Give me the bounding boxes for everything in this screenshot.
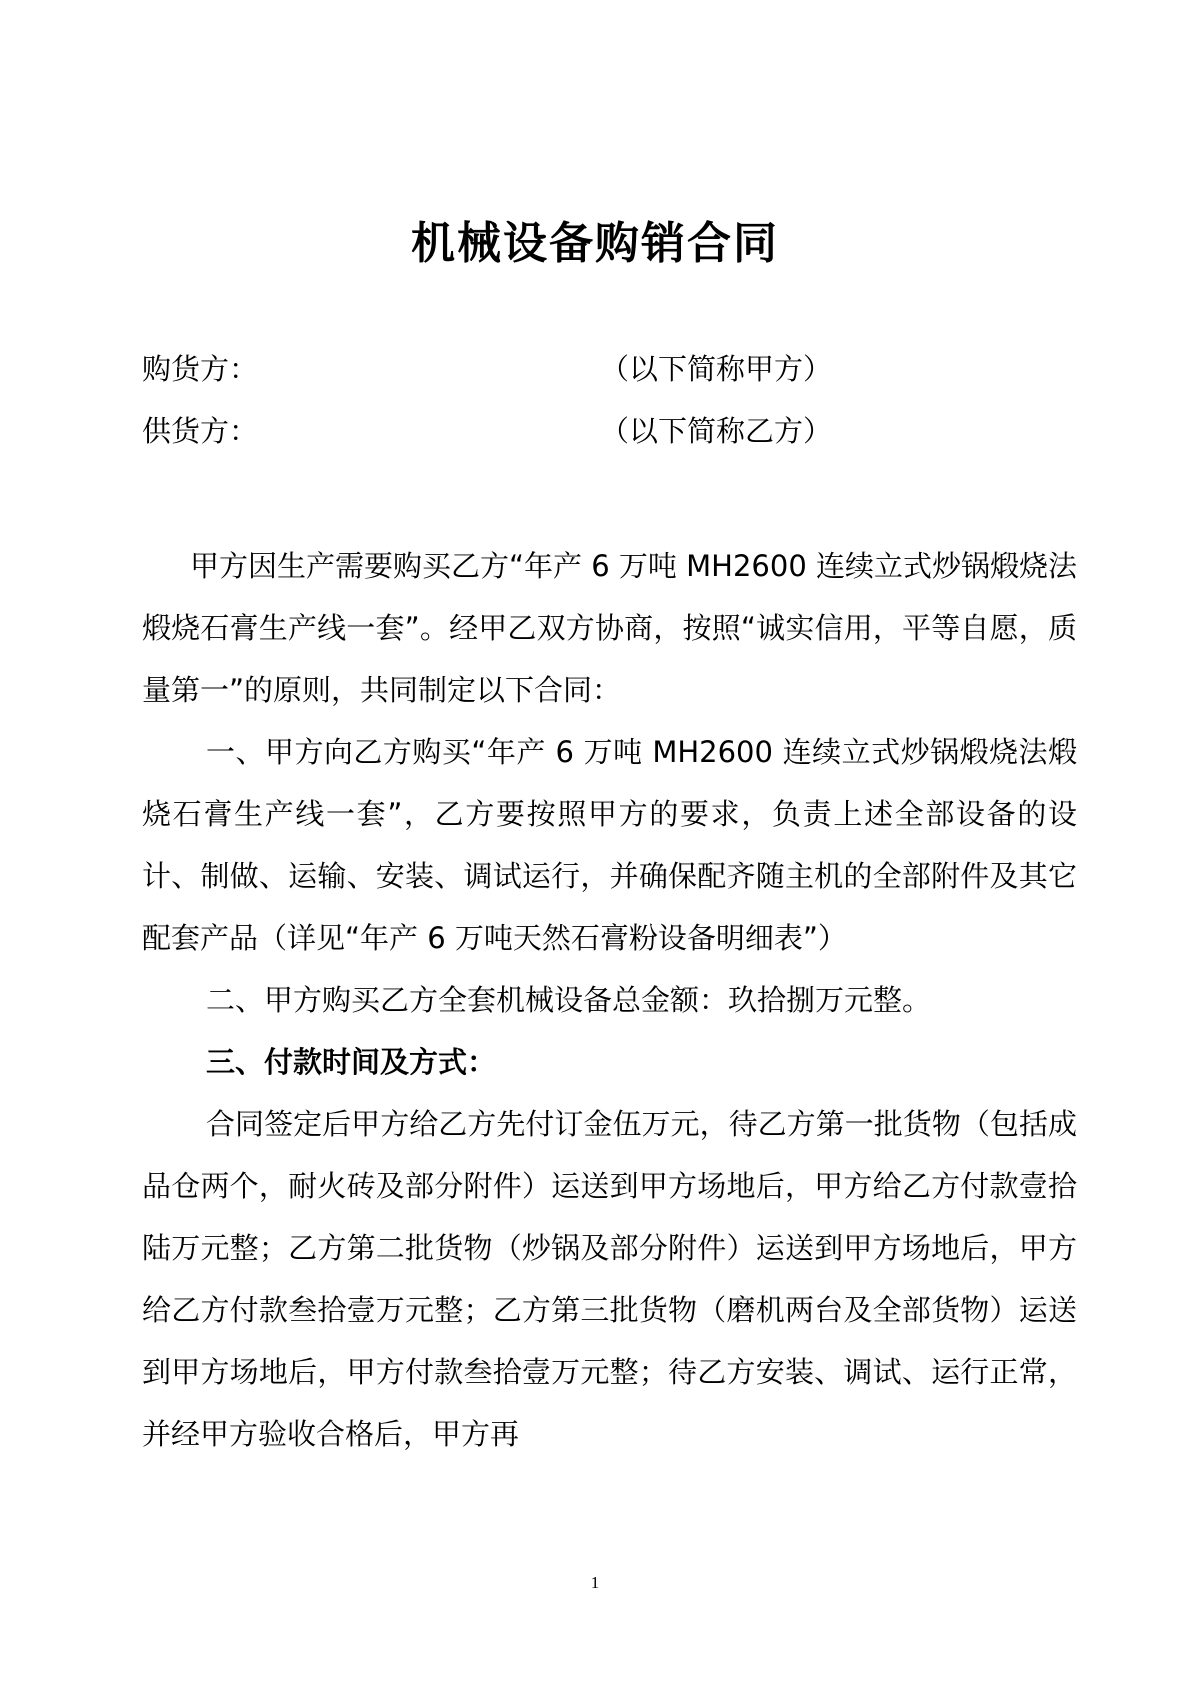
clause-3-paragraph: 合同签定后甲方给乙方先付订金伍万元，待乙方第一批货物（包括成品仓两个，耐火砖及部分附件）运送到甲方场地后，甲方给乙方付款壹拾陆万元整；乙方第二批货物（炒锅及部分附件）运送到甲方场地后，甲方给乙方付款叁拾壹万元整；乙方第三批货物（磨机两台及全部货物）运送到甲方场地后，甲方付款叁拾壹万元整；待乙方安装、调试、运行正常，并经甲方验收合格后，甲方再	[142, 1107, 1077, 1451]
intro-paragraph: 甲方因生产需要购买乙方“年产 6 万吨 MH2600 连续立式炒锅煅烧法煅烧石膏生产线一套”。经甲乙双方协商，按照“诚实信用，平等自愿，质量第一”的原则，共同制定以下合同：	[142, 549, 1077, 707]
document-title: 机械设备购销合同	[411, 218, 779, 269]
contract-body	[142, 535, 1077, 1465]
supplier-label: 供货方：	[142, 414, 259, 448]
buyer-alias: （以下简称甲方）	[600, 352, 833, 386]
buyer-label: 购货方：	[142, 352, 259, 386]
clause-1-paragraph: 一、甲方向乙方购买“年产 6 万吨 MH2600 连续立式炒锅煅烧法煅烧石膏生产线一套”，乙方要按照甲方的要求，负责上述全部设备的设计、制做、运输、安装、调试运行，并确保配齐随主机的全部附件及其它配套产品（详见“年产 6 万吨天然石膏粉设备明细表”）	[142, 735, 1077, 955]
supplier-alias: （以下简称乙方）	[600, 414, 833, 448]
clause-2-paragraph: 二、甲方购买乙方全套机械设备总金额：玖拾捌万元整。	[206, 983, 932, 1017]
page-number: 1	[590, 1573, 600, 1592]
clause-3-heading: 三、付款时间及方式：	[206, 1045, 497, 1079]
